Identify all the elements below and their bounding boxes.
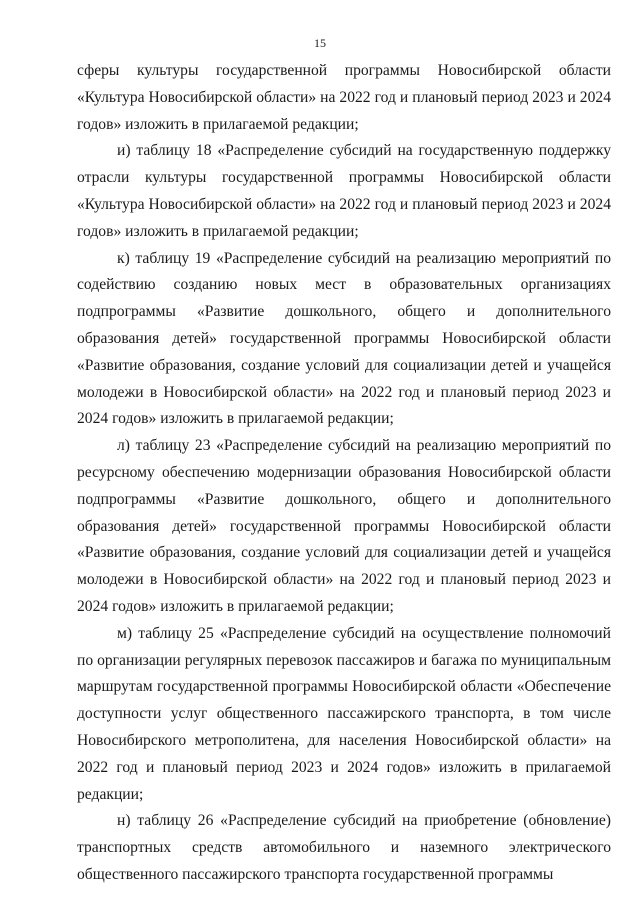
document-body: [77, 58, 611, 889]
paragraph-item-m: м) таблицу 25 «Распределение субсидий на осуществление полномочий по организации регулярных перевозок пассажиров и багажа по муниципальным маршрутам государственной программы Новосибирской области «Обеспечение доступности услуг общественного пассажирского транспорта, в том числе Новосибирского метрополитена, для населения Новосибирской области» на 2022 год и плановый период 2023 и 2024 годов» изложить в прилагаемой редакции;: [77, 624, 611, 803]
paragraph-item-n: н) таблицу 26 «Распределение субсидий на приобретение (обновление) транспортных средств автомобильного и наземного электрического общественного пассажирского транспорта государственной программы: [77, 812, 611, 883]
paragraph-continuation: сферы культуры государственной программы Новосибирской области «Культура Новосибирской области» на 2022 год и плановый период 2023 и 2024 годов» изложить в прилагаемой редакции;: [77, 62, 611, 133]
paragraph-item-i: и) таблицу 18 «Распределение субсидий на государственную поддержку отрасли культуры государственной программы Новосибирской области «Культура Новосибирской области» на 2022 год и плановый период 2023 и 2024 годов» изложить в прилагаемой редакции;: [77, 142, 611, 240]
paragraph-item-k: к) таблицу 19 «Распределение субсидий на реализацию мероприятий по содействию созданию новых мест в образовательных организациях подпрограммы «Развитие дошкольного, общего и дополнительного образования детей» государственной программы Новосибирской области «Развитие образования, создание условий для социализации детей и учащейся молодежи в Новосибирской области» на 2022 год и плановый период 2023 и 2024 годов» изложить в прилагаемой редакции;: [77, 249, 611, 428]
page-number: 15: [314, 36, 326, 50]
paragraph-item-l: л) таблицу 23 «Распределение субсидий на реализацию мероприятий по ресурсному обеспечению модернизации образования Новосибирской области подпрограммы «Развитие дошкольного, общего и дополнительного образования детей» государственной программы Новосибирской области «Развитие образования, создание условий для социализации детей и учащейся молодежи в Новосибирской области» на 2022 год и плановый период 2023 и 2024 годов» изложить в прилагаемой редакции;: [77, 437, 611, 615]
